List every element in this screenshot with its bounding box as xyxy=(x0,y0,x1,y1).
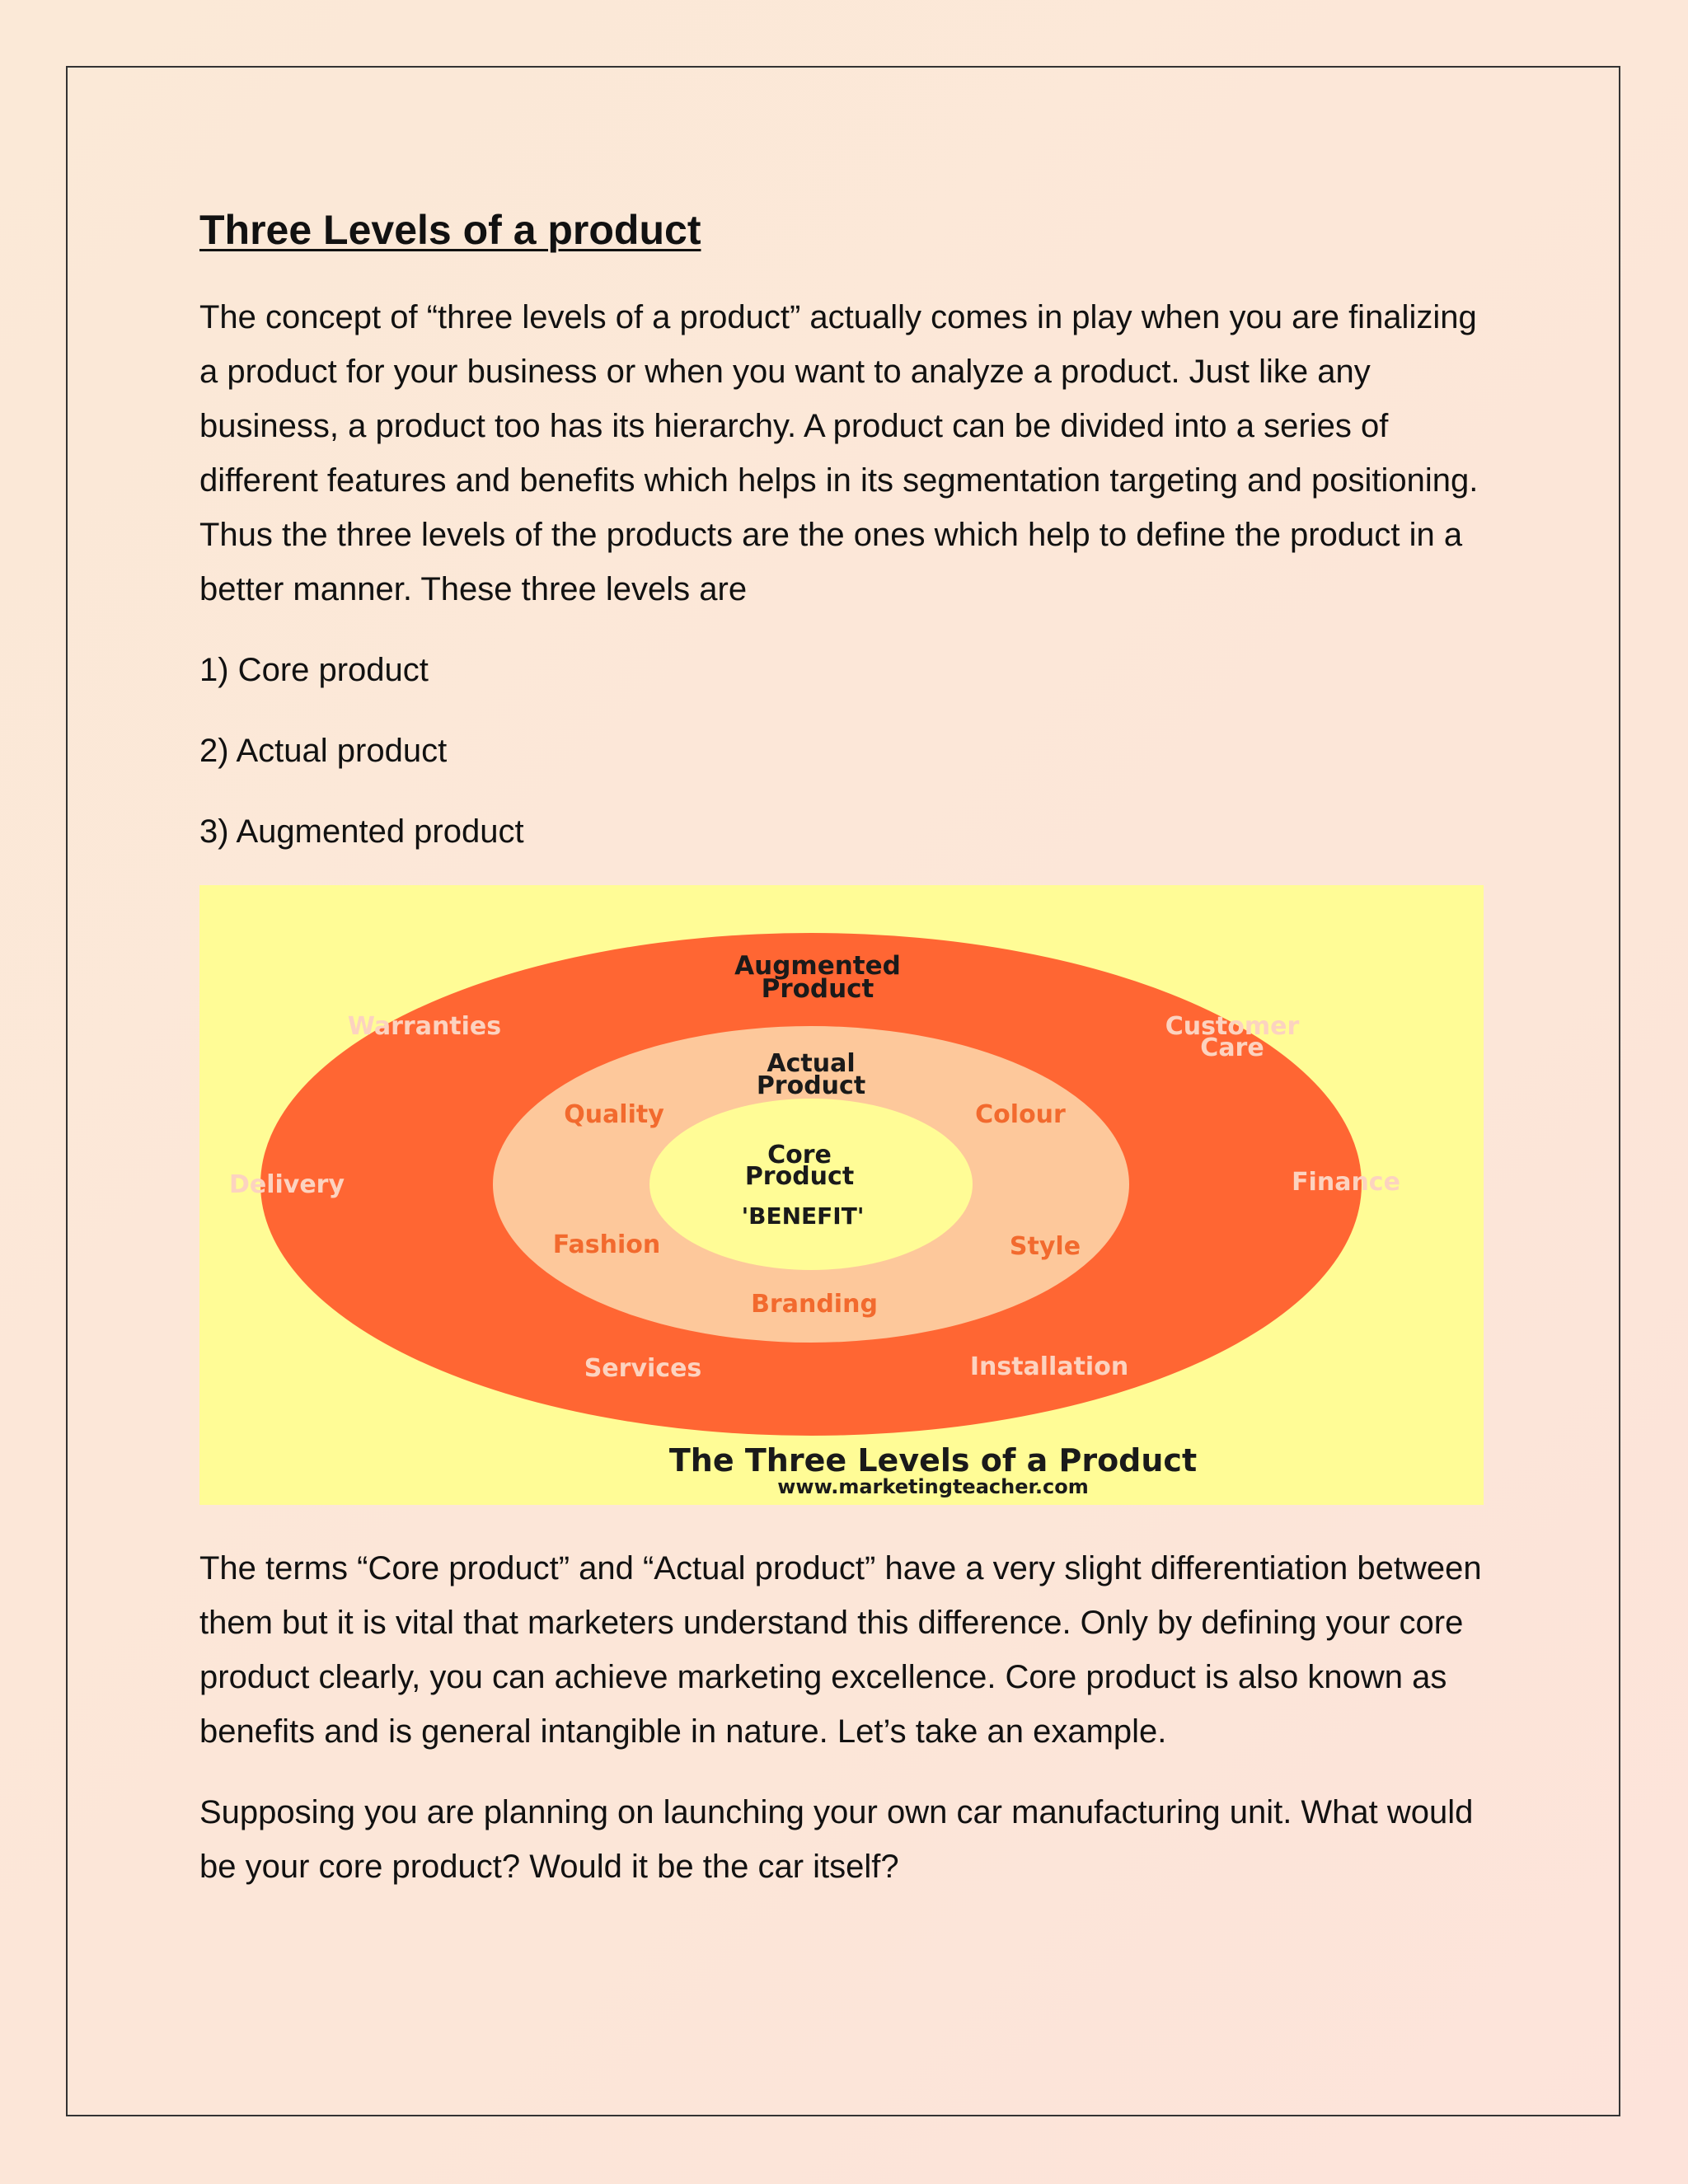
level-item-augmented: 3) Augmented product xyxy=(199,813,524,850)
level-item-core: 1) Core product xyxy=(199,652,429,688)
label-customer-line2: Care xyxy=(1200,1033,1264,1062)
label-style: Style xyxy=(1009,1232,1081,1261)
core-vs-actual-paragraph: The terms “Core product” and “Actual product” have a very slight differentiation between them but it is vital that marketers understand this difference. Only by defining your core product clearly, you can achieve marketing excellence. Core product is also known as benefits and is general intangible in nature. Let’s take an example. xyxy=(199,1550,1482,1750)
augmented-title-line1: Augmented xyxy=(734,951,901,981)
label-customer-line1: Customer xyxy=(1165,1012,1300,1041)
intro-paragraph: The concept of “three levels of a product” actually comes in play when you are finalizing a product for your business or when you want to analyze a product. Just like any business, a product too has its hierarchy. A product can be divided into a series of different features and benefits which helps in its segmentation targeting and positioning. Thus the three levels of the products are the ones which help to define the product in a better manner. These three levels are xyxy=(199,299,1479,607)
level-item-actual: 2) Actual product xyxy=(199,733,448,769)
label-colour: Colour xyxy=(975,1100,1066,1129)
label-installation: Installation xyxy=(969,1352,1129,1381)
label-fashion: Fashion xyxy=(552,1230,661,1259)
label-branding: Branding xyxy=(751,1290,878,1319)
three-levels-diagram xyxy=(199,885,1484,1505)
page-title: Three Levels of a product xyxy=(199,207,701,253)
label-warranties: Warranties xyxy=(347,1012,502,1041)
actual-title-line1: Actual xyxy=(767,1049,856,1078)
diagram-source: www.marketingteacher.com xyxy=(777,1475,1089,1498)
label-finance: Finance xyxy=(1292,1168,1400,1197)
car-example-paragraph: Supposing you are planning on launching your own car manufacturing unit. What would be your core product? Would it be the car itself? xyxy=(199,1794,1474,1885)
label-services: Services xyxy=(584,1354,702,1383)
label-delivery: Delivery xyxy=(228,1170,345,1199)
augmented-title-line2: Product xyxy=(761,974,874,1004)
core-benefit: 'BENEFIT' xyxy=(741,1202,865,1230)
diagram-svg xyxy=(199,885,1484,1505)
document-content xyxy=(199,201,1502,1920)
diagram-caption: The Three Levels of a Product xyxy=(668,1442,1198,1479)
core-title-line2: Product xyxy=(744,1162,855,1191)
actual-title-line2: Product xyxy=(756,1071,866,1100)
label-quality: Quality xyxy=(564,1100,664,1129)
core-title-line1: Core xyxy=(767,1141,832,1169)
